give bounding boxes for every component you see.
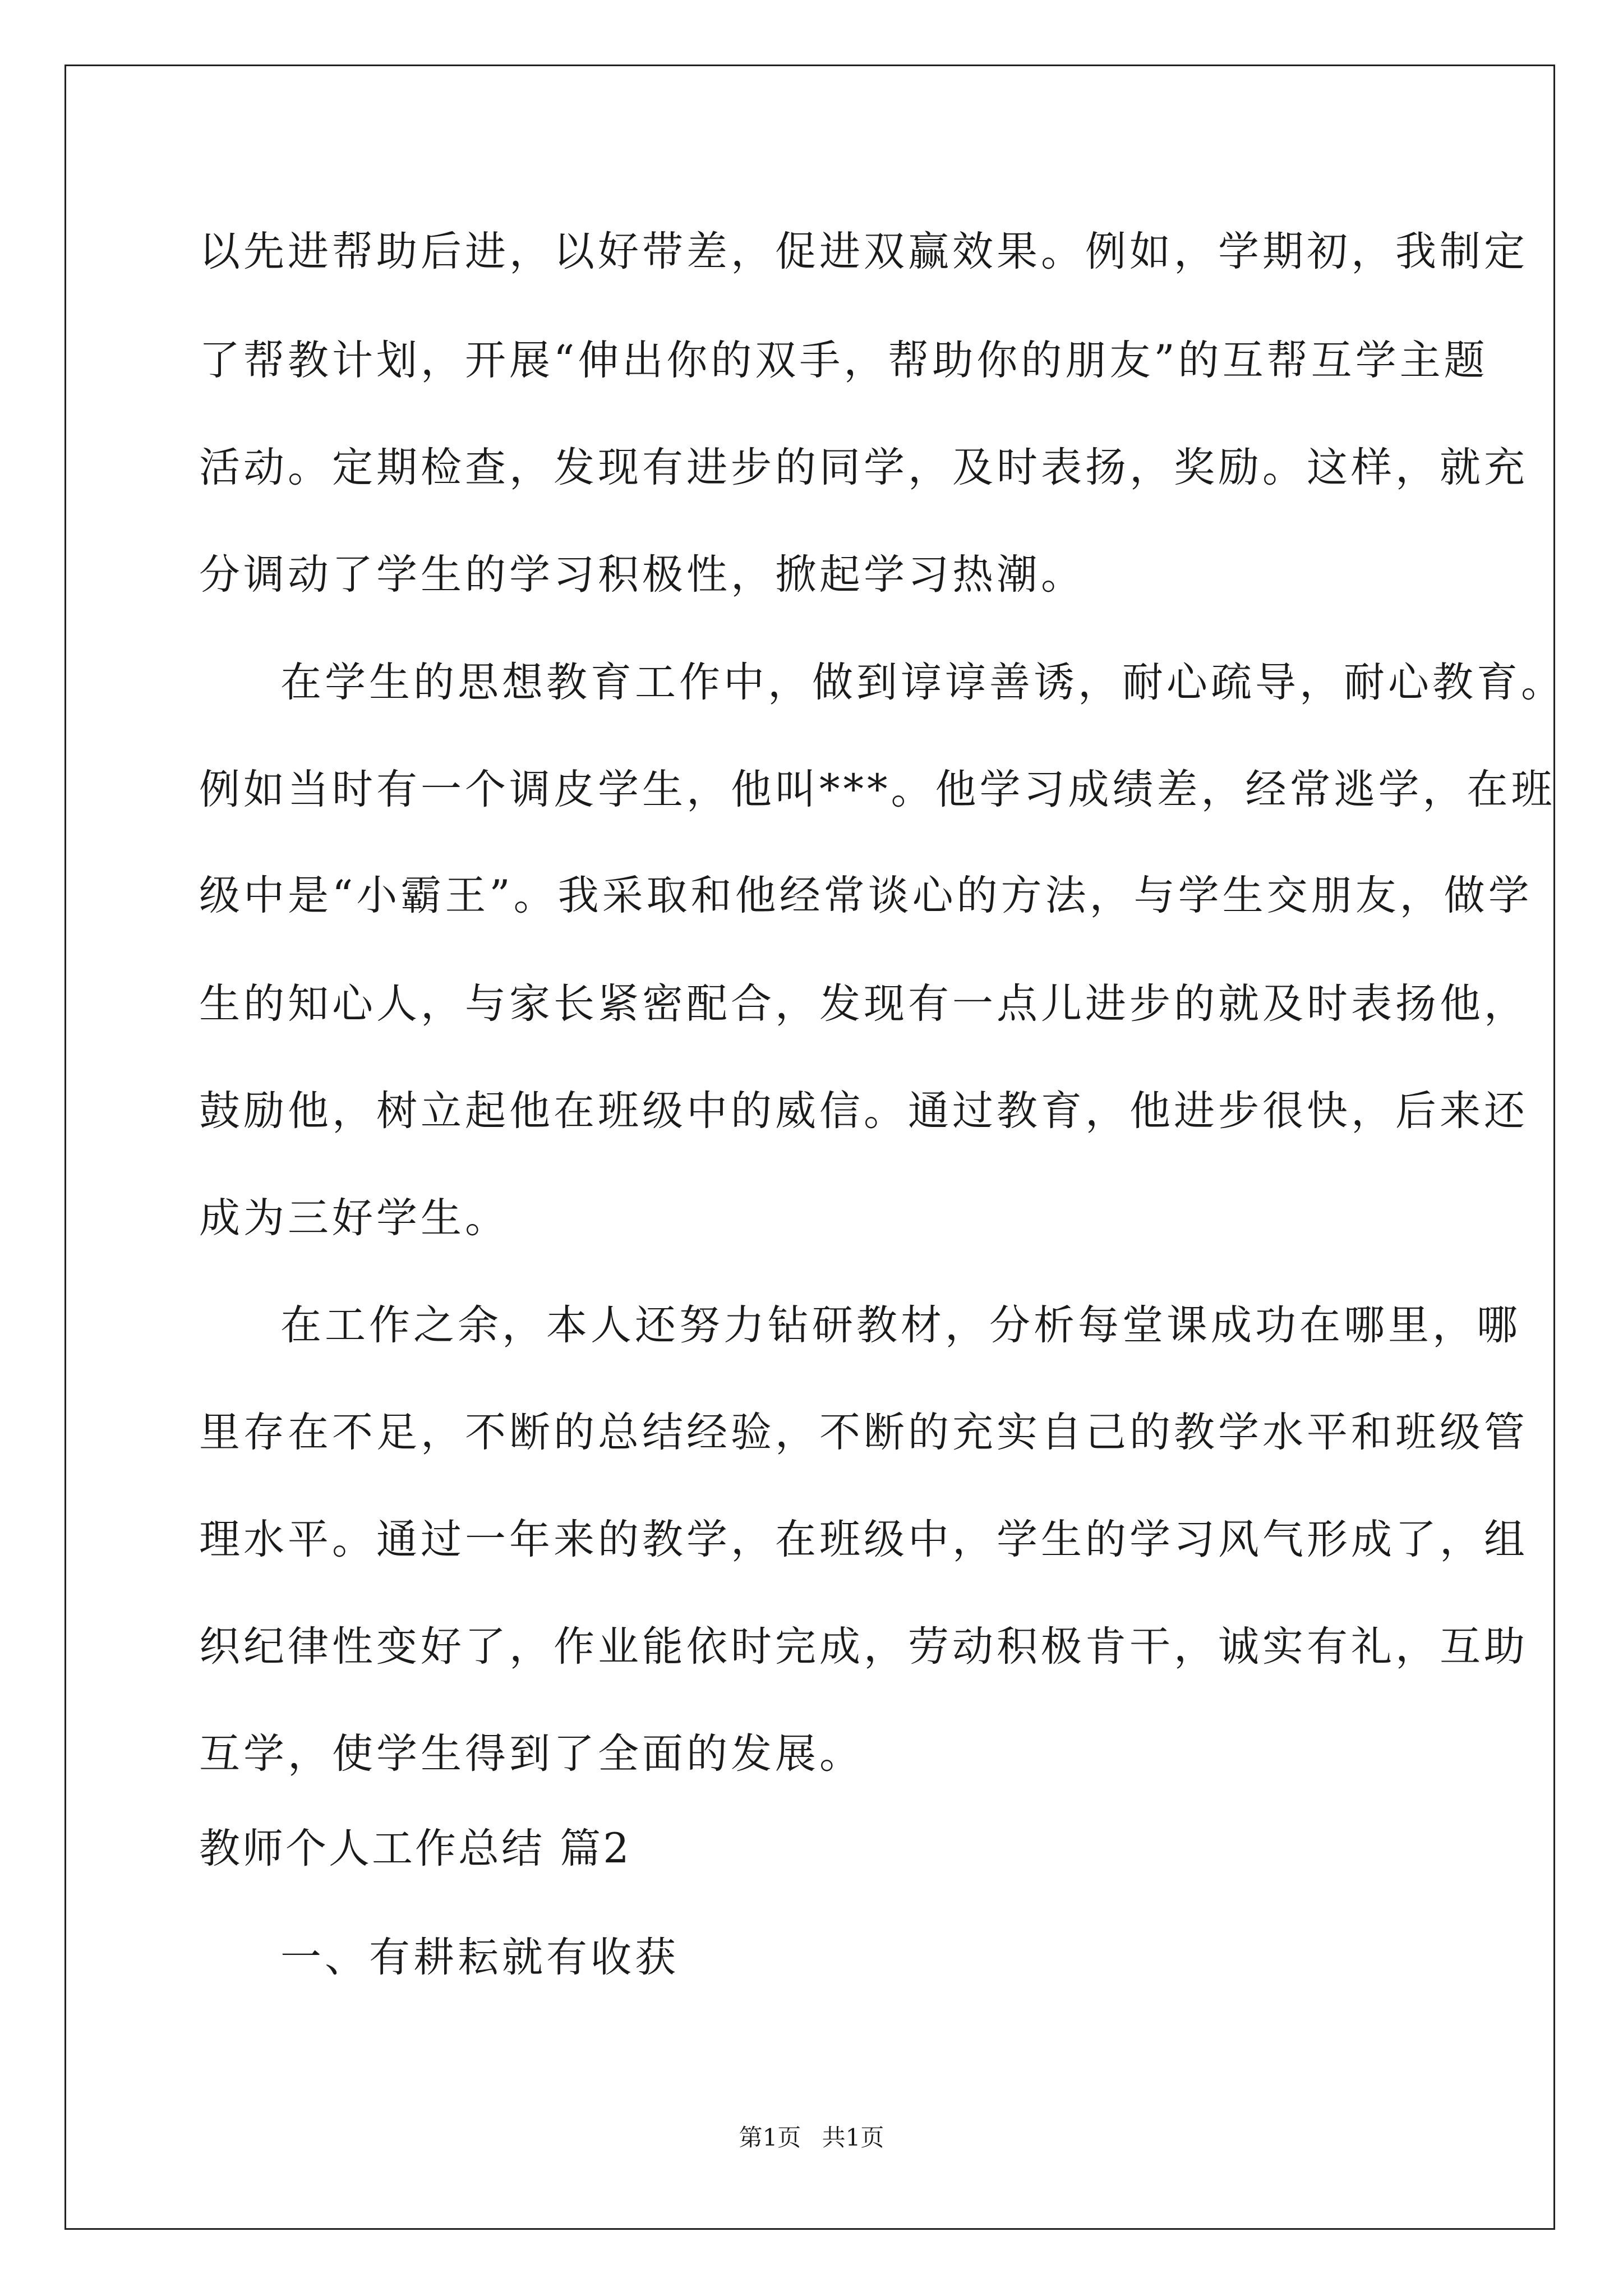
paragraph-3-line-5: 互学，使学生得到了全面的发展。 xyxy=(199,1730,864,1778)
page-footer xyxy=(0,2126,1623,2150)
subheading: 一、有耕耘就有收获 xyxy=(280,1934,679,1981)
page-border xyxy=(64,65,1555,2230)
paragraph-3-line-1: 在工作之余，本人还努力钻研教材，分析每堂课成功在哪里，哪 xyxy=(280,1301,1521,1349)
paragraph-1-line-4: 分调动了学生的学习积极性，掀起学习热潮。 xyxy=(199,551,1085,599)
paragraph-2-line-5: 鼓励他，树立起他在班级中的威信。通过教育，他进步很快，后来还 xyxy=(199,1087,1528,1135)
page-number-current: 第1页 xyxy=(739,2124,801,2151)
paragraph-3-line-4: 织纪律性变好了，作业能依时完成，劳动积极肯干，诚实有礼，互助 xyxy=(199,1623,1528,1671)
paragraph-1-line-2: 了帮教计划，开展“伸出你的双手，帮助你的朋友”的互帮互学主题 xyxy=(199,337,1488,384)
paragraph-2-line-2: 例如当时有一个调皮学生，他叫***。他学习成绩差，经常逃学，在班 xyxy=(199,766,1556,813)
paragraph-1-line-1: 以先进帮助后进，以好带差，促进双赢效果。例如，学期初，我制定 xyxy=(199,228,1528,275)
paragraph-1-line-3: 活动。定期检查，发现有进步的同学，及时表扬，奖励。这样，就充 xyxy=(199,444,1528,491)
paragraph-2-line-6: 成为三好学生。 xyxy=(199,1194,509,1242)
paragraph-2-line-4: 生的知心人，与家长紧密配合，发现有一点儿进步的就及时表扬他， xyxy=(199,980,1528,1028)
paragraph-2-line-1: 在学生的思想教育工作中，做到谆谆善诱，耐心疏导，耐心教育。 xyxy=(280,659,1565,706)
paragraph-3-line-2: 里存在不足，不断的总结经验，不断的充实自己的教学水平和班级管 xyxy=(199,1409,1528,1456)
section-heading: 教师个人工作总结 篇2 xyxy=(199,1825,631,1872)
paragraph-3-line-3: 理水平。通过一年来的教学，在班级中，学生的学习风气形成了，组 xyxy=(199,1516,1528,1563)
page-number-total: 共1页 xyxy=(822,2124,884,2151)
paragraph-2-line-3: 级中是“小霸王”。我采取和他经常谈心的方法，与学生交朋友，做学 xyxy=(199,872,1533,919)
